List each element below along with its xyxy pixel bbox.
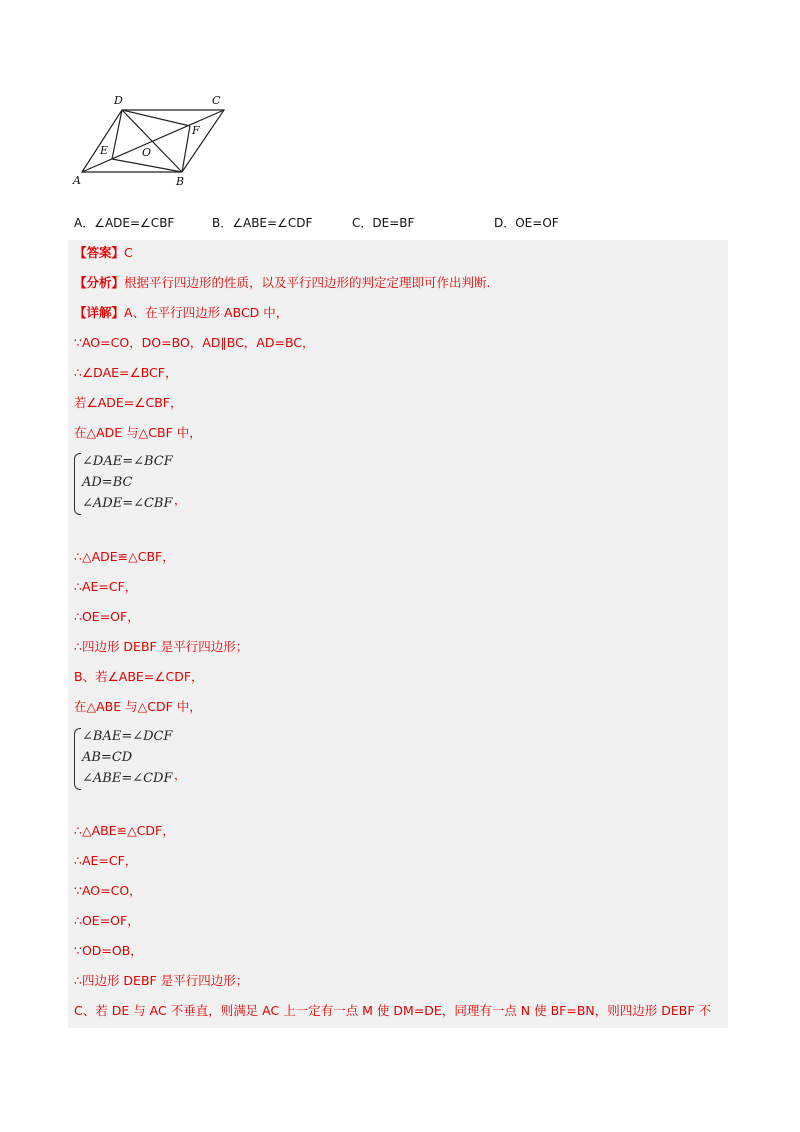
option-b: B．∠ABE=∠CDF — [212, 216, 313, 230]
solution-panel — [68, 240, 728, 1028]
detail-line: 【详解】A、在平行四边形 ABCD 中， — [74, 305, 289, 320]
label-a: A — [73, 174, 81, 187]
label-c: C — [212, 94, 221, 107]
label-b: B — [176, 175, 185, 188]
analysis-line: 【分析】根据平行四边形的性质，以及平行四边形的判定定理即可作出判断. — [74, 275, 491, 290]
condition-row: ∠BAE=∠DCF — [82, 729, 173, 744]
solution-line: 若∠ADE=∠CBF， — [74, 395, 183, 410]
comma: ， — [174, 493, 187, 507]
option-a: A．∠ADE=∠CBF — [74, 216, 175, 230]
left-brace — [74, 728, 81, 790]
answer-line: 【答案】C — [74, 245, 133, 260]
comma: ， — [174, 768, 187, 782]
parallelogram-figure — [70, 88, 235, 193]
solution-line: ∴AE=CF， — [74, 853, 138, 868]
segment-df — [122, 110, 190, 126]
label-o: O — [142, 146, 152, 159]
answer-options — [74, 214, 734, 234]
solution-line: C、若 DE 与 AC 不垂直，则满足 AC 上一定有一点 M 使 DM=DE，同理有一点 N 使 BF=BN，则四边形 DEBF 不 — [74, 1003, 711, 1018]
solution-line: ∵OD=OB， — [74, 943, 143, 958]
label-f: F — [192, 124, 200, 137]
label-d: D — [114, 94, 123, 107]
solution-line: ∴四边形 DEBF 是平行四边形； — [74, 639, 249, 654]
condition-row: ∠ABE=∠CDF — [82, 771, 173, 786]
solution-line: ∴OE=OF， — [74, 609, 140, 624]
solution-line: ∴OE=OF， — [74, 913, 140, 928]
label-e: E — [100, 144, 109, 157]
solution-line: ∴△ADE≌△CBF， — [74, 549, 175, 564]
left-brace — [74, 453, 81, 515]
option-d: D．OE=OF — [494, 216, 559, 230]
solution-line: ∵AO=CO，DO=BO，AD∥BC，AD=BC， — [74, 335, 315, 350]
solution-line: B、若∠ABE=∠CDF， — [74, 669, 204, 684]
condition-row: ∠ADE=∠CBF — [82, 496, 173, 511]
solution-line: 在△ABE 与△CDF 中， — [74, 699, 202, 714]
condition-row: ∠DAE=∠BCF — [82, 454, 173, 469]
condition-row: AD=BC — [82, 475, 133, 490]
solution-line: ∴∠DAE=∠BCF， — [74, 365, 178, 380]
solution-line: ∴AE=CF， — [74, 579, 138, 594]
option-c: C．DE=BF — [352, 216, 415, 230]
solution-line: 在△ADE 与△CBF 中， — [74, 425, 202, 440]
solution-line: ∵AO=CO， — [74, 883, 142, 898]
solution-line: ∴四边形 DEBF 是平行四边形； — [74, 973, 249, 988]
solution-line: ∴△ABE≌△CDF， — [74, 823, 175, 838]
condition-row: AB=CD — [82, 750, 133, 765]
